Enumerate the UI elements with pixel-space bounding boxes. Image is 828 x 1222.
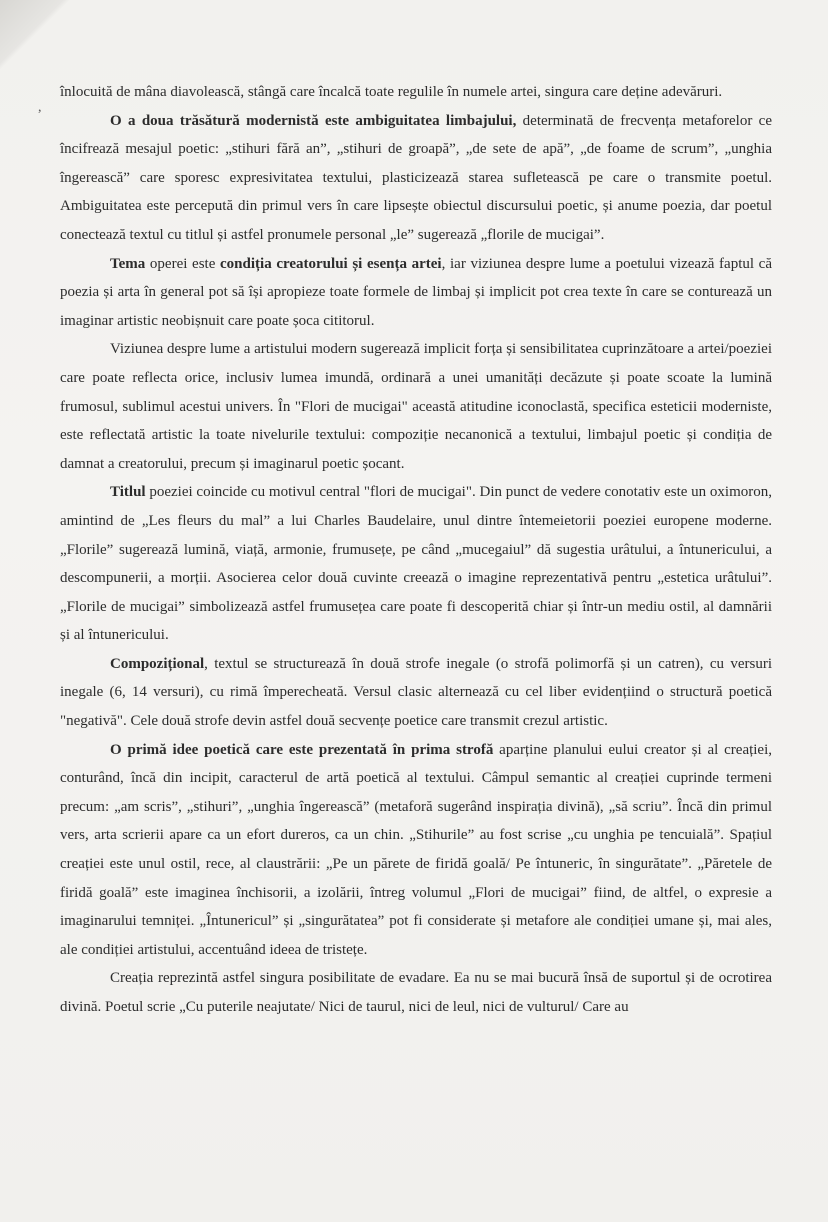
paragraph xyxy=(60,335,772,478)
margin-mark: , xyxy=(38,100,42,115)
bold-text: O primă idee poetică care este prezentată în prima strofă xyxy=(110,741,494,758)
page-fold-shadow xyxy=(0,0,70,70)
bold-text: Compozițional xyxy=(110,655,205,672)
document-body xyxy=(60,78,772,1022)
text-run: operei este xyxy=(145,255,221,272)
text-run: determinată de frecvența metaforelor ce încifrează mesajul poetic: „stihuri fără an”, „stihuri de groapă”, „de sete de apă”, „de foame de scrum”, „unghia îngerească” care sporesc expresivitatea textului, plasticizează starea sufletească pe care o transmite poetul. Ambiguitatea este percepută din primul vers în care lipsește obiectul discursului poetic, și anume poezia, dar poetul conectează textul cu titlul și astfel pronumele personal „le” sugerează „florile de mucigai”. xyxy=(60,112,772,243)
bold-text: O a doua trăsătură modernistă este ambiguitatea limbajului, xyxy=(110,112,517,129)
text-run: aparține planului eului creator și al creației, conturând, încă din incipit, caracterul de artă poetică al textului. Câmpul semantic al creației cuprinde termeni precum: „am scris”, „stihuri”, „unghia îngerească” (metaforă sugerând inspirația divină), „să scriu”. Încă din primul vers, arta scrierii apare ca un efort dureros, ca un chin. „Stihurile” au fost scrise „cu unghia pe tencuială”. Spațiul creației este unul ostil, rece, al claustrării: „Pe un părete de firidă goală/ Pe întuneric, în singurătate”. „Păretele de firidă goală” este imaginea închisorii, a izolării, întreg volumul „Flori de mucigai” fiind, de altfel, o expresie a imaginarului temniței. „Întunericul” și „singurătatea” pot fi considerate și metafore ale condiției umane și, mai ales, ale condiției artistului, accentuând ideea de tristețe. xyxy=(60,741,773,958)
text-run: Viziunea despre lume a artistului modern sugerează implicit forța și sensibilitatea cuprinzătoare a artei/poeziei care poate reflecta orice, inclusiv lumea imundă, ordinară a unei umanități decăzute și poate scoate la lumină frumosul, sublimul acestui univers. În "Flori de mucigai" această atitudine iconoclastă, specifica esteticii moderniste, este reflectată artistic la toate nivelurile textului: compoziție necanonică a textului, limbajul poetic și condiția de damnat a creatorului, precum și imaginarul poetic șocant. xyxy=(60,341,772,472)
paragraph xyxy=(60,650,772,736)
paragraph xyxy=(60,964,772,1021)
paragraph xyxy=(60,107,772,250)
bold-text: Tema xyxy=(110,255,146,272)
paragraph xyxy=(60,478,772,650)
paragraph xyxy=(60,78,772,107)
paragraph xyxy=(60,736,772,965)
text-run: poeziei coincide cu motivul central "flori de mucigai". Din punct de vedere conotativ este un oximoron, amintind de „Les fleurs du mal” a lui Charles Baudelaire, unul dintre întemeietorii poeziei europene moderne. „Florile” sugerează lumină, viață, armonie, frumusețe, pe când „mucegaiul” dă sugestia urâtului, a întunericului, a descompunerii, a morții. Asocierea celor două cuvinte creează o imagine reprezentativă pentru „estetica urâtului”. „Florile de mucigai” simbolizează astfel frumusețea care poate fi descoperită chiar și într-un mediu ostil, al damnării și al întunericului. xyxy=(60,484,772,644)
text-run: Creația reprezintă astfel singura posibilitate de evadare. Ea nu se mai bucură însă de suportul și de ocrotirea divină. Poetul scrie „Cu puterile neajutate/ Nici de taurul, nici de leul, nici de vulturul/ Care au xyxy=(60,970,772,1015)
paragraph xyxy=(60,250,772,336)
text-run: înlocuită de mâna diavolească, stângă care încalcă toate regulile în numele artei, singura care deține adevăruri. xyxy=(60,84,723,100)
text-run: , iar viziunea despre lume a poetului vizează faptul că poezia și arta în general pot să își apropieze toate formele de limbaj și implicit pot crea texte în care se conturează un imaginar artistic neobișnuit care poate șoca cititorul. xyxy=(60,255,772,329)
text-run: , textul se structurează în două strofe inegale (o strofă polimorfă și un catren), cu versuri inegale (6, 14 versuri), cu rimă împerecheată. Versul clasic alternează cu cel liber evidențiind o structură poetică "negativă". Cele două strofe devin astfel două secvențe poetice care transmit crezul artistic. xyxy=(60,655,772,730)
bold-text: Titlul xyxy=(110,484,146,501)
bold-text: condiția creatorului și esența artei xyxy=(220,255,442,272)
